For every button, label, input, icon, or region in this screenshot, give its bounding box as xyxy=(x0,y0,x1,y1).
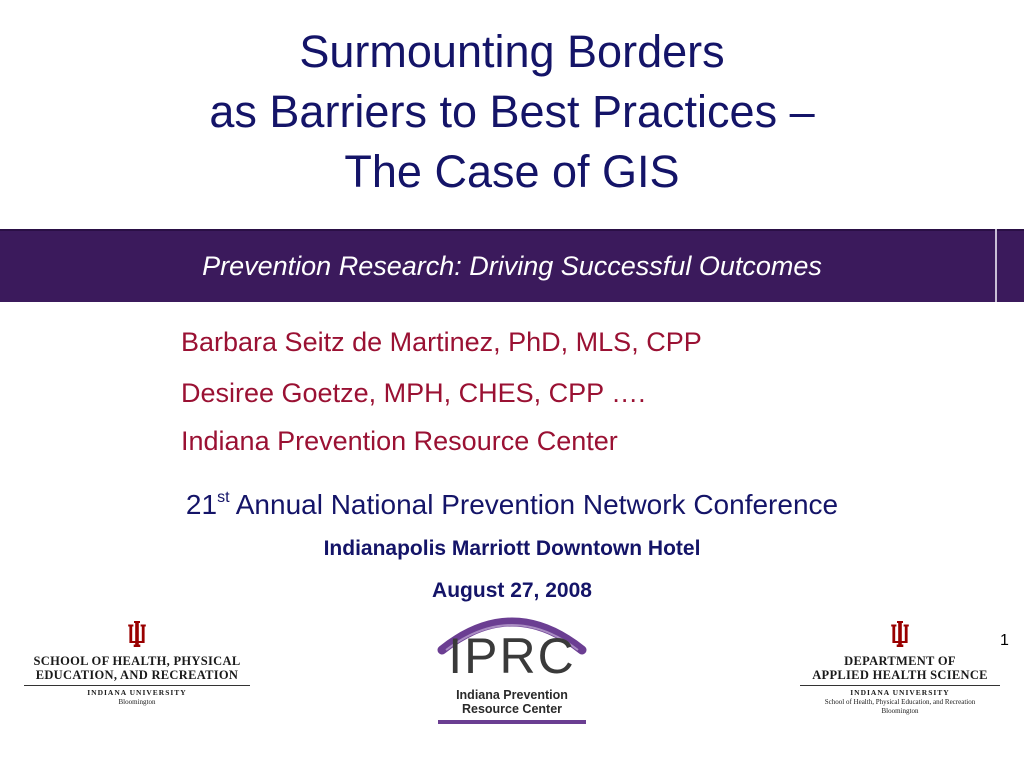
iprc-name-line-1: Indiana Prevention xyxy=(456,688,568,702)
author-line-2: Desiree Goetze, MPH, CHES, CPP …. xyxy=(181,378,646,408)
hper-logo-line-2: EDUCATION, AND RECREATION xyxy=(35,668,239,682)
author-line-1: Barbara Seitz de Martinez, PhD, MLS, CPP xyxy=(181,327,702,357)
applied-health-science-logo xyxy=(800,620,1000,716)
banner-top-edge xyxy=(0,229,1024,231)
hper-logo-campus: Bloomington xyxy=(118,698,156,706)
title-line-1: Surmounting Borders xyxy=(299,26,725,77)
banner-subtitle: Prevention Research: Driving Successful Outcomes xyxy=(202,251,822,281)
hper-logo-line-1: SCHOOL OF HEALTH, PHYSICAL xyxy=(33,654,241,668)
iprc-underline xyxy=(438,720,586,724)
conference-number: 21 xyxy=(185,489,218,520)
iu-trident-icon xyxy=(889,620,911,648)
ahs-logo-line-2: APPLIED HEALTH SCIENCE xyxy=(812,668,988,682)
slide-number: 1 xyxy=(1000,632,1009,649)
slide-title xyxy=(0,22,1024,202)
title-line-3: The Case of GIS xyxy=(344,146,680,197)
conference-date: August 27, 2008 xyxy=(432,579,592,602)
title-line-2: as Barriers to Best Practices – xyxy=(209,86,815,137)
iprc-logo xyxy=(436,606,588,726)
iprc-name-line-2: Resource Center xyxy=(461,702,563,716)
hper-logo-university: INDIANA UNIVERSITY xyxy=(87,688,187,697)
ahs-logo-university: INDIANA UNIVERSITY xyxy=(850,688,950,697)
subtitle-banner xyxy=(0,229,1024,302)
conference-line xyxy=(0,487,1024,523)
ahs-logo-campus: Bloomington xyxy=(881,707,919,715)
conference-ordinal-suffix: st xyxy=(217,489,230,506)
ahs-logo-school: School of Health, Physical Education, and Recreation xyxy=(824,698,976,706)
iprc-acronym: IPRC xyxy=(448,628,576,684)
iu-trident-icon xyxy=(126,620,148,648)
banner-divider xyxy=(995,229,997,302)
ahs-logo-line-1: DEPARTMENT OF xyxy=(844,654,956,668)
conference-venue: Indianapolis Marriott Downtown Hotel xyxy=(323,537,701,560)
author-line-3: Indiana Prevention Resource Center xyxy=(181,426,618,456)
hper-school-logo xyxy=(24,620,250,707)
ahs-logo-rule xyxy=(800,685,1000,686)
hper-logo-rule xyxy=(24,685,250,686)
conference-name: Annual National Prevention Network Conference xyxy=(235,489,839,520)
iprc-name xyxy=(436,688,588,716)
